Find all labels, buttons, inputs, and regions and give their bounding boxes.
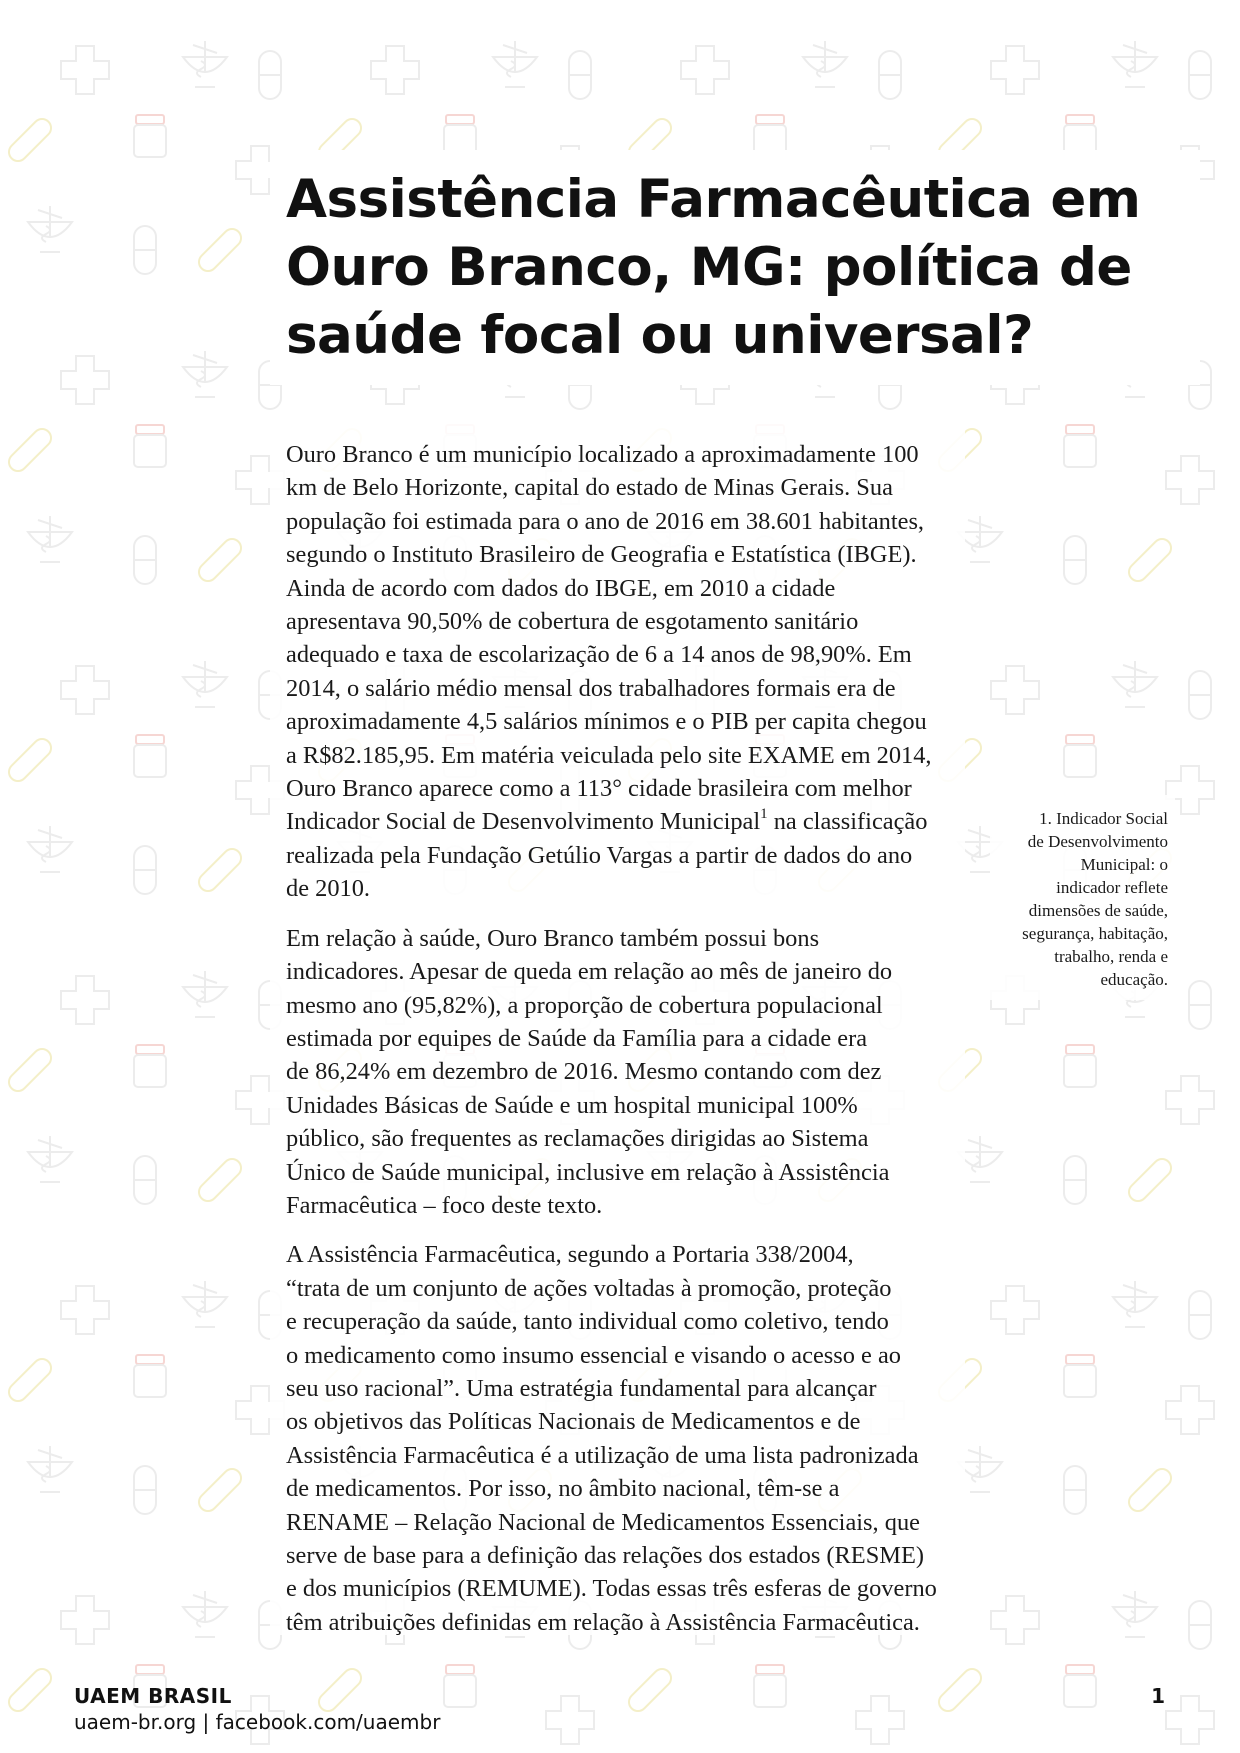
footer-links[interactable]: uaem-br.org | facebook.com/uaembr xyxy=(74,1710,441,1734)
text-line: apresentava 90,50% de cobertura de esgotamento sanitário xyxy=(286,608,859,636)
paragraph-3 xyxy=(286,1238,966,1639)
text-line: Ouro Branco é um município localizado a aproximadamente 100 xyxy=(286,441,919,468)
text-line: de 86,24% em dezembro de 2016. Mesmo contando com dez xyxy=(286,1058,882,1086)
text-line: seu uso racional”. Uma estratégia fundamental para alcançar xyxy=(286,1374,877,1402)
sidenote-line: 1. Indicador Social xyxy=(1039,809,1168,828)
sidenote-line: educação. xyxy=(1100,970,1168,989)
text-line: Ainda de acordo com dados do IBGE, em 2010 a cidade xyxy=(286,574,836,602)
sidenote-line: Municipal: o xyxy=(1080,855,1168,874)
page-title xyxy=(286,166,1186,370)
text-line: os objetivos das Políticas Nacionais de Medicamentos e de xyxy=(286,1408,861,1436)
page-number: 1 xyxy=(1151,1684,1165,1708)
text-line: Em relação à saúde, Ouro Branco também possui bons xyxy=(286,924,820,952)
text-line: adequado e taxa de escolarização de 6 a 14 anos de 98,90%. Em xyxy=(286,641,912,669)
text-line: RENAME – Relação Nacional de Medicamentos Essenciais, que xyxy=(286,1508,920,1536)
text-line: Único de Saúde municipal, inclusive em relação à Assistência xyxy=(286,1158,890,1186)
text-line: Farmacêutica – foco deste texto. xyxy=(286,1191,603,1219)
text-line: e recuperação da saúde, tanto individual como coletivo, tendo xyxy=(286,1308,889,1336)
text-line: Ouro Branco aparece como a 113° cidade brasileira com melhor xyxy=(286,775,912,803)
text-line-with-footnote xyxy=(286,805,966,838)
sidenote-line: indicador reflete xyxy=(1056,878,1168,897)
text-line: serve de base para a definição das relações dos estados (RESME) xyxy=(286,1542,924,1569)
text-line: “trata de um conjunto de ações voltadas à promoção, proteção xyxy=(286,1274,892,1302)
text-line: 2014, o salário médio mensal dos trabalhadores formais era de xyxy=(286,674,896,702)
text-line: indicadores. Apesar de queda em relação ao mês de janeiro do xyxy=(286,958,893,986)
text-line: A Assistência Farmacêutica, segundo a Portaria 338/2004, xyxy=(286,1241,854,1269)
text-line: o medicamento como insumo essencial e visando o acesso e ao xyxy=(286,1341,902,1369)
text-line: de medicamentos. Por isso, no âmbito nacional, têm-se a xyxy=(286,1475,840,1503)
sidenote-line: de Desenvolvimento xyxy=(1027,832,1168,851)
text-line: a R$82.185,95. Em matéria veiculada pelo site EXAME em 2014, xyxy=(286,741,932,769)
title-line: Ouro Branco, MG: política de xyxy=(286,237,1132,298)
footnote-mark[interactable]: 1 xyxy=(760,806,768,823)
paragraph-1 xyxy=(286,438,966,906)
text-line: Assistência Farmacêutica é a utilização de uma lista padronizada xyxy=(286,1441,919,1469)
text-line: têm atribuições definidas em relação à Assistência Farmacêutica. xyxy=(286,1608,920,1636)
text-line: público, são frequentes as reclamações dirigidas ao Sistema xyxy=(286,1125,869,1153)
text-fragment: na classificação xyxy=(767,808,928,836)
text-line: e dos municípios (REMUME). Todas essas três esferas de governo xyxy=(286,1575,937,1603)
text-line: estimada por equipes de Saúde da Família para a cidade era xyxy=(286,1024,868,1052)
text-line: km de Belo Horizonte, capital do estado de Minas Gerais. Sua xyxy=(286,474,893,502)
footer-brand: UAEM BRASIL xyxy=(74,1684,232,1708)
footnote-sidenote xyxy=(976,807,1168,991)
sidenote-line: dimensões de saúde, xyxy=(1028,901,1168,920)
sidenote-line: trabalho, renda e xyxy=(1054,947,1168,966)
sidenote-line: segurança, habitação, xyxy=(1022,924,1168,943)
title-line: saúde focal ou universal? xyxy=(286,305,1034,366)
title-line: Assistência Farmacêutica em xyxy=(286,169,1141,230)
text-line: aproximadamente 4,5 salários mínimos e o PIB per capita chegou xyxy=(286,708,927,736)
article-body xyxy=(286,438,966,1655)
text-line: realizada pela Fundação Getúlio Vargas a partir de dados do ano xyxy=(286,841,913,869)
text-line: segundo o Instituto Brasileiro de Geografia e Estatística (IBGE). xyxy=(286,541,917,569)
text-line: mesmo ano (95,82%), a proporção de cobertura populacional xyxy=(286,991,883,1019)
paragraph-2 xyxy=(286,922,966,1223)
text-line: Unidades Básicas de Saúde e um hospital municipal 100% xyxy=(286,1091,858,1119)
text-line: de 2010. xyxy=(286,875,370,903)
footnote-anchor-text: Indicador Social de Desenvolvimento Municipal xyxy=(286,808,761,836)
text-line: população foi estimada para o ano de 2016 em 38.601 habitantes, xyxy=(286,507,925,535)
